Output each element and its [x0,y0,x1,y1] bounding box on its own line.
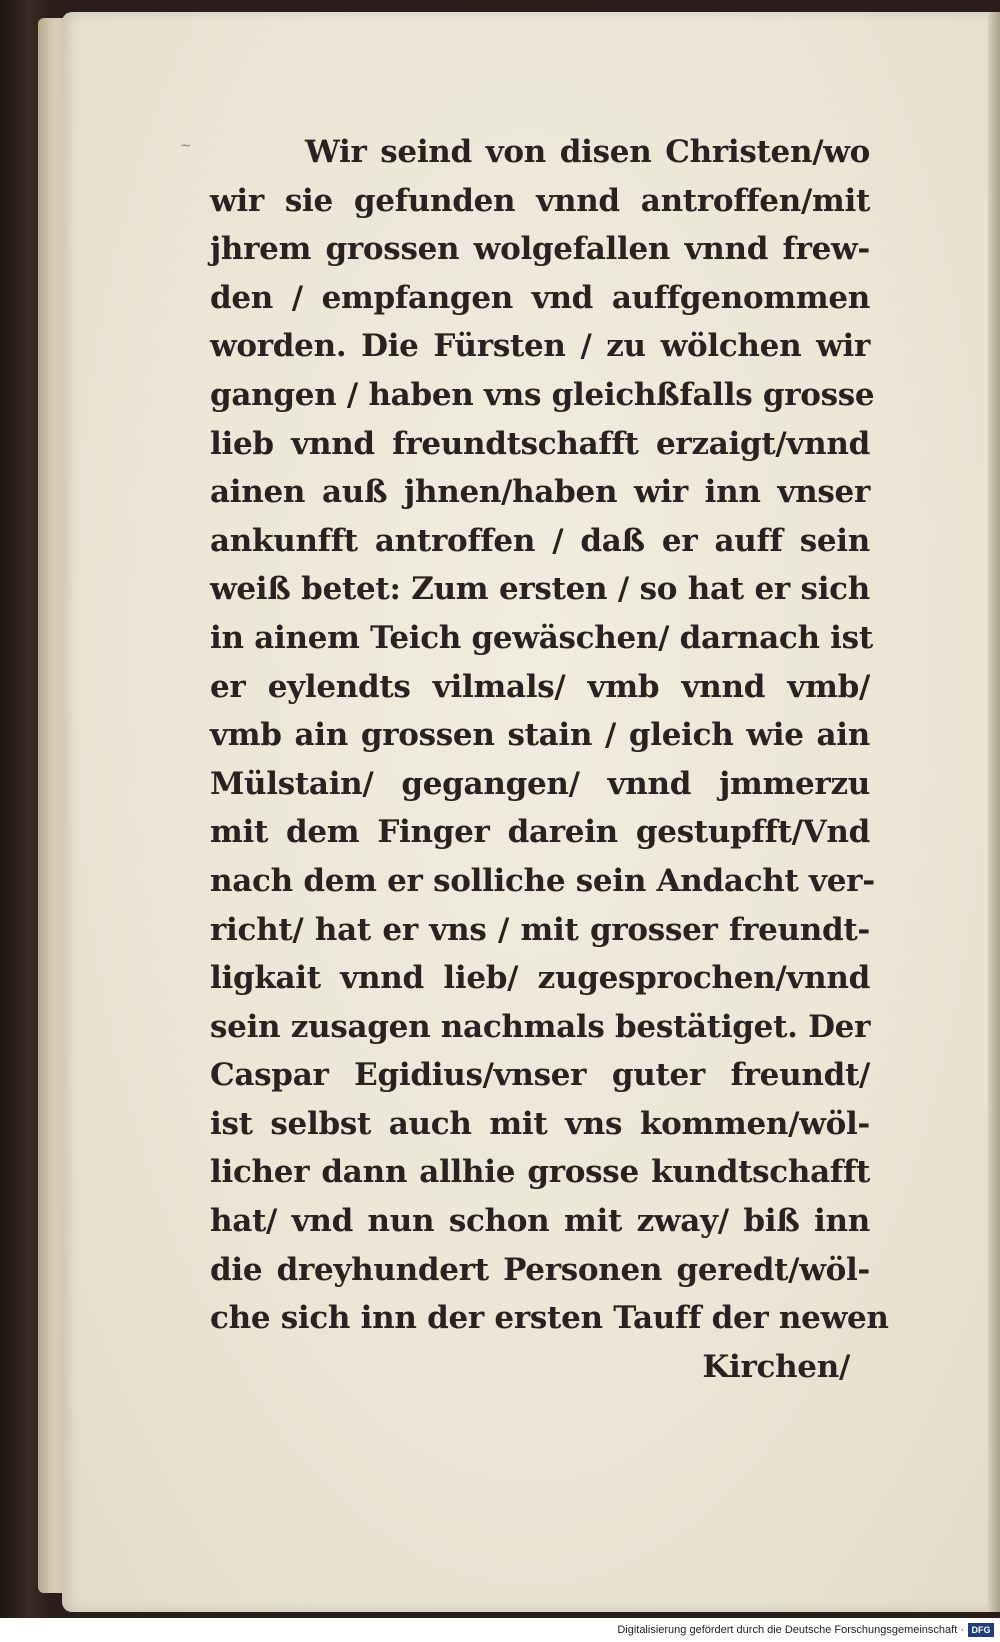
text-line: mit dem Finger darein gestupfft/Vnd [210,814,870,851]
catchword: Kirchen/ [702,1348,850,1385]
text-line: sein zusagen nachmals bestätiget. Der [210,1008,871,1045]
text-line: gangen / haben vns gleichßfalls grosse [210,376,875,413]
funding-credit: Digitalisierung gefördert durch die Deutsche Forschungsgemeinschaft · [617,1624,964,1636]
text-line: ist selbst auch mit vns kommen/wöl- [210,1105,870,1142]
text-line: vmb ain grossen stain / gleich wie ain [210,717,870,754]
text-line: Mülstain/ gegangen/ vnnd jmmerzu [210,765,870,802]
text-block [210,128,889,1391]
text-line: nach dem er solliche sein Andacht ver- [210,862,875,899]
text-line: ainen auß jhnen/haben wir inn vnser [210,474,870,511]
text-line: licher dann allhie grosse kundtschafft [210,1154,870,1191]
text-line: worden. Die Fürsten / zu wölchen wir [210,328,870,365]
text-line: die dreyhundert Personen geredt/wöl- [210,1251,870,1288]
text-line: lieb vnnd freundtschafft erzaigt/vnnd [210,425,870,462]
text-line: che sich inn der ersten Tauff der newen [210,1300,889,1337]
dfg-logo: DFG [968,1623,994,1637]
text-line: jhrem grossen wolgefallen vnnd frew- [210,231,870,268]
text-line: hat/ vnd nun schon mit zway/ biß inn [210,1203,870,1240]
text-line: weiß betet: Zum ersten / so hat er sich [210,571,870,608]
text-line: ankunfft antroffen / daß er auff sein [210,522,870,559]
text-line: Wir seind von disen Christen/wo [305,134,870,170]
text-line: wir sie gefunden vnnd antroffen/mit [210,182,870,219]
book-gutter [988,12,1000,1612]
text-line: Caspar Egidius/vnser guter freundt/ [210,1057,870,1094]
text-line: in ainem Teich gewäschen/ darnach ist [210,619,873,656]
text-line: den / empfangen vnd auffgenommen [210,279,870,316]
margin-mark: ~ [180,138,192,154]
text-line: er eylendts vilmals/ vmb vnnd vmb/ [210,668,870,705]
text-line: ligkait vnnd lieb/ zugesprochen/vnnd [210,960,870,997]
text-line: richt/ hat er vns / mit grosser freundt- [210,911,870,948]
